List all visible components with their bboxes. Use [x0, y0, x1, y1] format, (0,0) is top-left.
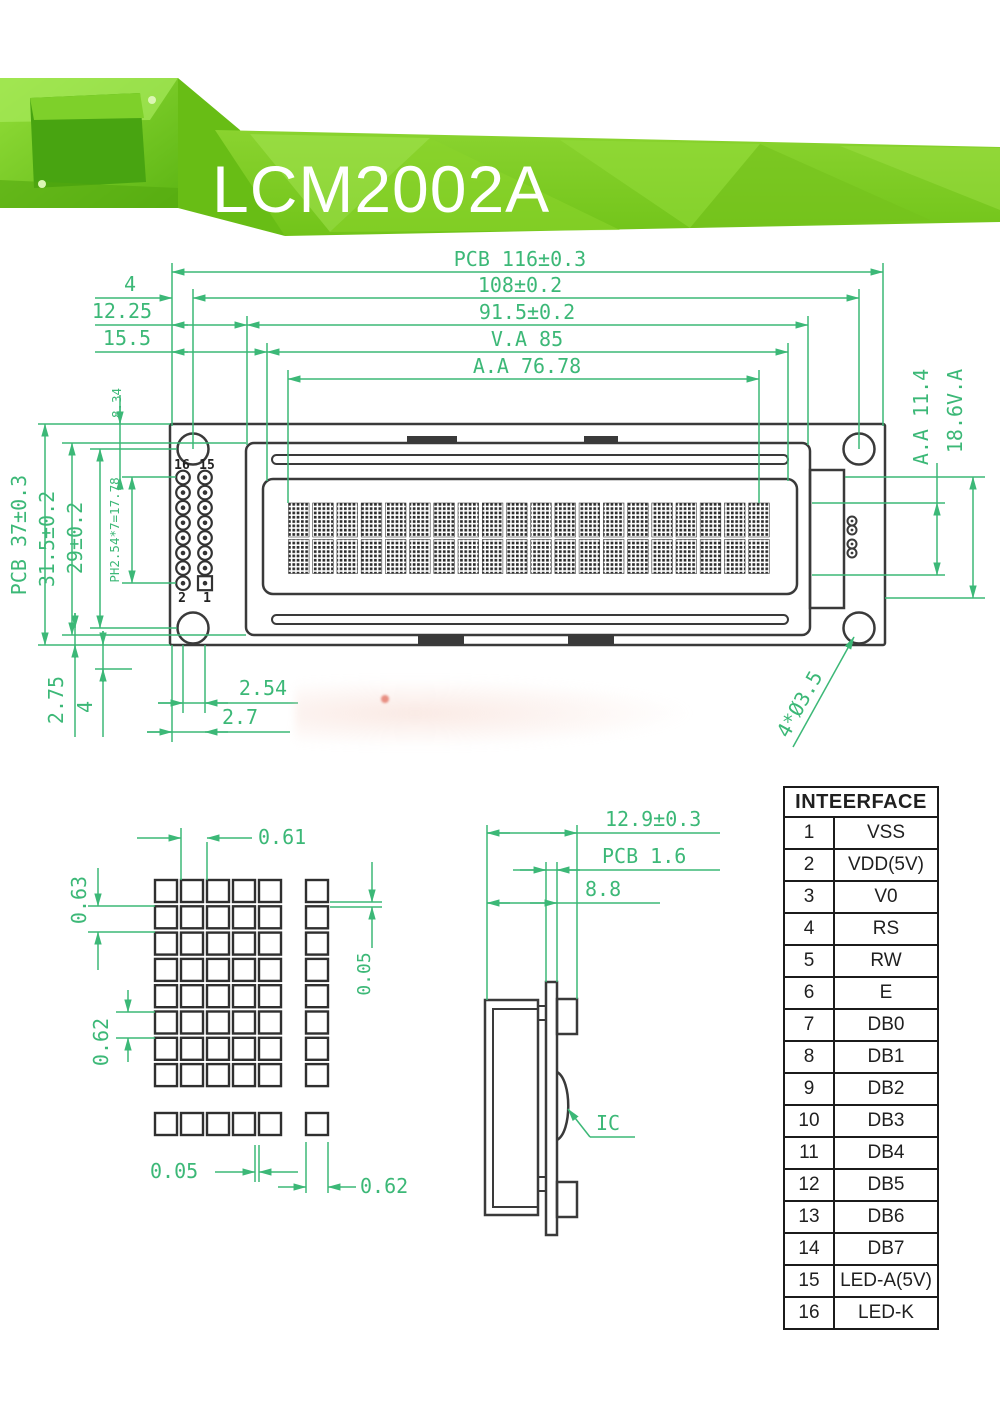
- dim-4-bottom: 4: [73, 700, 97, 714]
- dot-cell: [181, 1113, 203, 1135]
- dim-27: 2.7: [221, 705, 259, 729]
- table-row: [785, 1042, 937, 1074]
- table-row: [785, 1010, 937, 1042]
- char-cell: [410, 503, 431, 537]
- backlight-tab: [810, 470, 844, 608]
- table-row: [785, 882, 937, 914]
- pin-number: 14: [785, 1234, 835, 1264]
- dim-hole-note: 4*Ø3.5: [771, 666, 828, 742]
- dot-cell: [181, 933, 203, 955]
- bezel-slot-bottom: [272, 615, 788, 624]
- dot-cells: [155, 880, 328, 1135]
- dot-cell: [259, 933, 281, 955]
- pin-number: 13: [785, 1202, 835, 1232]
- pin-pad-hole: [203, 505, 208, 510]
- char-cell: [361, 540, 382, 574]
- ic-label: IC: [596, 1111, 621, 1135]
- dot-cell: [306, 1113, 328, 1135]
- pin-number: 6: [785, 978, 835, 1008]
- pin-number: 5: [785, 946, 835, 976]
- dot-cell: [233, 880, 255, 902]
- pin-number-label: 2: [178, 591, 186, 606]
- pin-name: DB5: [867, 1174, 905, 1195]
- dot-cell: [155, 880, 177, 902]
- dot-cell: [155, 906, 177, 928]
- dim-va85: V.A 85: [490, 327, 564, 351]
- char-cell: [531, 503, 552, 537]
- pin-pad-hole: [181, 536, 186, 541]
- dot-cell: [259, 1038, 281, 1060]
- pin-name: DB7: [867, 1238, 905, 1259]
- table-row: [785, 1266, 937, 1298]
- pin-pad-hole: [203, 581, 208, 586]
- char-cell: [482, 540, 503, 574]
- char-cell: [289, 503, 310, 537]
- bolt-icon: [148, 96, 156, 104]
- pin-number: 3: [785, 882, 835, 912]
- bezel-clip: [418, 636, 464, 644]
- char-cell: [628, 540, 649, 574]
- pin-number: 11: [785, 1138, 835, 1168]
- dot-cell: [207, 959, 229, 981]
- banner-ribbon-left: [0, 78, 178, 208]
- pin-name: RW: [870, 950, 902, 971]
- char-cell: [749, 503, 770, 537]
- char-cell: [579, 540, 600, 574]
- char-cell: [507, 540, 528, 574]
- table-row: [785, 1138, 937, 1170]
- dim-offset-1225: 12.25: [91, 299, 153, 323]
- dot-cell: [155, 933, 177, 955]
- dot-cell: [259, 906, 281, 928]
- dot-cell: [155, 985, 177, 1007]
- dim-aa7678: A.A 76.78: [472, 354, 582, 378]
- table-row: [785, 818, 937, 850]
- lcd-bezel: [246, 443, 810, 635]
- dot-cell: [259, 1012, 281, 1034]
- dim-cell-width: 0.61: [258, 825, 307, 849]
- pin-pad-hole: [203, 551, 208, 556]
- dim-108: 108±0.2: [477, 273, 563, 297]
- pin-name: DB4: [867, 1142, 905, 1163]
- dim-offset-4: 4: [123, 272, 137, 296]
- dim-cell-bottom: 0.62: [360, 1174, 409, 1198]
- bolt-icon: [38, 180, 46, 188]
- dim-pcb-thickness: PCB 1.6: [602, 844, 687, 868]
- char-cell: [652, 503, 673, 537]
- char-cell: [749, 540, 770, 574]
- pin-pad-hole: [181, 475, 186, 480]
- banner: [0, 60, 1000, 255]
- pin-number: 15: [785, 1266, 835, 1296]
- pin-name: DB3: [867, 1110, 905, 1131]
- dot-cell: [181, 985, 203, 1007]
- dot-cell: [233, 933, 255, 955]
- pin-number: 16: [785, 1298, 835, 1328]
- pin-number: 12: [785, 1170, 835, 1200]
- dot-cell: [181, 1038, 203, 1060]
- table-row: [785, 914, 937, 946]
- char-cell: [603, 540, 624, 574]
- char-cell: [434, 503, 455, 537]
- interface-table-title: INTEERFACE: [785, 788, 937, 818]
- dot-cell: [306, 880, 328, 902]
- dot-cell: [207, 985, 229, 1007]
- char-cell: [289, 540, 310, 574]
- table-row: [785, 1106, 937, 1138]
- char-cell: [385, 503, 406, 537]
- dot-cell: [207, 933, 229, 955]
- dot-cell: [207, 1038, 229, 1060]
- table-row: [785, 1074, 937, 1106]
- char-cell: [555, 503, 576, 537]
- red-mark: [381, 695, 389, 703]
- dot-cell: [306, 1012, 328, 1034]
- pin-pad-hole: [181, 490, 186, 495]
- side-view-dims: [487, 825, 720, 1137]
- pin-name: RS: [872, 918, 900, 939]
- pin-name: LED-K: [858, 1302, 914, 1323]
- pin-name: DB1: [867, 1046, 905, 1067]
- pin-number: 9: [785, 1074, 835, 1104]
- dot-cell: [306, 906, 328, 928]
- dim-186va: 18.6V.A: [943, 368, 967, 454]
- pin-number: 10: [785, 1106, 835, 1136]
- pin-name: V0: [874, 886, 898, 907]
- dimension-labels: [7, 247, 967, 741]
- dot-cell: [306, 985, 328, 1007]
- dot-cell: [207, 880, 229, 902]
- dot-cell: [207, 1012, 229, 1034]
- dim-gap-right: 0.05: [354, 952, 375, 996]
- dot-cell: [155, 1012, 177, 1034]
- char-cell: [313, 503, 334, 537]
- pin-number: 1: [785, 818, 835, 848]
- dot-cell: [259, 959, 281, 981]
- side-view-drawing: [430, 780, 760, 1270]
- dot-cell: [181, 906, 203, 928]
- dot-cell: [233, 959, 255, 981]
- pin-header-pads: [176, 471, 212, 591]
- char-cell: [337, 540, 358, 574]
- pin-pad-hole: [181, 505, 186, 510]
- pcb-outline: [170, 424, 885, 645]
- dot-cell: [259, 880, 281, 902]
- char-cell: [361, 503, 382, 537]
- char-cell: [313, 540, 334, 574]
- mounting-hole: [178, 613, 209, 644]
- dim-row-height: 0.62: [89, 1017, 113, 1067]
- char-cell: [555, 540, 576, 574]
- table-row: [785, 1170, 937, 1202]
- char-cell: [507, 503, 528, 537]
- char-cell: [676, 503, 697, 537]
- dot-cell: [155, 1038, 177, 1060]
- bezel-clip: [568, 636, 614, 644]
- pin-number: 2: [785, 850, 835, 880]
- dot-cell: [207, 1064, 229, 1086]
- dot-cell: [207, 906, 229, 928]
- dot-cell: [233, 985, 255, 1007]
- dot-cell: [233, 906, 255, 928]
- bezel-slot-top: [272, 455, 788, 464]
- pin-name: DB0: [867, 1014, 905, 1035]
- dim-315: 31.5±0.2: [35, 490, 59, 588]
- table-row: [785, 1202, 937, 1234]
- dim-top-gap: 0.63: [67, 875, 91, 925]
- dim-offset-155: 15.5: [102, 326, 152, 350]
- dot-cell: [155, 959, 177, 981]
- ic-bump: [557, 1072, 568, 1140]
- front-view-drawing: [0, 245, 1000, 775]
- pin-number: 7: [785, 1010, 835, 1040]
- pin-name: DB6: [867, 1206, 905, 1227]
- dim-depth: 8.8: [585, 877, 622, 901]
- pin-pad-hole: [181, 566, 186, 571]
- module-body-inner: [493, 1009, 538, 1207]
- char-cell: [337, 503, 358, 537]
- dot-cell: [233, 1064, 255, 1086]
- table-row: [785, 1234, 937, 1266]
- dot-cell: [306, 1038, 328, 1060]
- char-cell: [458, 503, 479, 537]
- pin-pad-hole: [203, 475, 208, 480]
- dot-cell: [233, 1113, 255, 1135]
- dot-cell: [181, 880, 203, 902]
- page-title: LCM2002A: [212, 152, 551, 226]
- pcb-front: [170, 424, 885, 645]
- dim-275: 2.75: [44, 675, 68, 725]
- char-cell: [410, 540, 431, 574]
- dim-gap-bottom: 0.05: [150, 1159, 199, 1183]
- dot-matrix-detail: [40, 800, 420, 1270]
- pin-name: DB2: [867, 1078, 905, 1099]
- table-row: [785, 1298, 937, 1328]
- char-cell: [676, 540, 697, 574]
- side-view-labels: [585, 807, 701, 1135]
- dot-cell: [306, 933, 328, 955]
- dot-cell: [155, 1064, 177, 1086]
- char-cell: [700, 540, 721, 574]
- dim-pcb-height: PCB 37±0.3: [7, 474, 31, 596]
- char-cell: [628, 503, 649, 537]
- dim-254: 2.54: [238, 676, 288, 700]
- dot-cell: [306, 1064, 328, 1086]
- dim-pcb-width: PCB 116±0.3: [453, 247, 587, 271]
- pin-number: 8: [785, 1042, 835, 1072]
- dot-cell: [259, 1113, 281, 1135]
- char-cell: [531, 540, 552, 574]
- dim-pin-pitch: PH2.54*7=17.78: [107, 477, 122, 583]
- dot-cell: [181, 1012, 203, 1034]
- pin-name: E: [879, 982, 893, 1003]
- dim-915: 91.5±0.2: [478, 300, 576, 324]
- pin-name: VSS: [866, 822, 906, 843]
- dot-cell: [233, 1012, 255, 1034]
- dim-aa-114: A.A 11.4: [909, 368, 933, 466]
- pin-number-label: 1: [203, 591, 211, 606]
- pcb-side: [546, 982, 557, 1235]
- lcd-character-matrix: [289, 503, 770, 574]
- table-row: [785, 946, 937, 978]
- pin-name: LED-A(5V): [840, 1270, 932, 1291]
- pin-pad-hole: [203, 566, 208, 571]
- pin-tab-bottom: [557, 1182, 577, 1217]
- pin-pad-hole: [181, 521, 186, 526]
- pin-pad-hole: [203, 521, 208, 526]
- dot-cell: [306, 959, 328, 981]
- char-cell: [725, 503, 746, 537]
- pin-pad-hole: [181, 581, 186, 586]
- pin-tab-top: [557, 999, 577, 1034]
- char-cell: [482, 503, 503, 537]
- dot-cell: [181, 1064, 203, 1086]
- table-row: [785, 978, 937, 1010]
- pin-number-label: 16: [174, 458, 190, 473]
- char-cell: [725, 540, 746, 574]
- dot-cell: [181, 959, 203, 981]
- dot-cell: [259, 1064, 281, 1086]
- interface-table: [783, 786, 939, 1330]
- backlight-pads: [848, 517, 857, 558]
- pin-pad-hole: [203, 490, 208, 495]
- dot-cell: [207, 1113, 229, 1135]
- dim-29: 29±0.2: [63, 501, 87, 575]
- char-cell: [603, 503, 624, 537]
- dot-cell: [259, 985, 281, 1007]
- dim-834: 8.34: [109, 387, 124, 419]
- mounting-hole: [844, 613, 875, 644]
- char-cell: [458, 540, 479, 574]
- char-cell: [652, 540, 673, 574]
- char-cell: [385, 540, 406, 574]
- char-cell: [434, 540, 455, 574]
- pin-pad-hole: [203, 536, 208, 541]
- char-cell: [579, 503, 600, 537]
- side-view-body: [485, 982, 577, 1235]
- dim-total-thickness: 12.9±0.3: [605, 807, 702, 831]
- table-row: [785, 850, 937, 882]
- dot-cell: [233, 1038, 255, 1060]
- pin-name: VDD(5V): [847, 854, 924, 875]
- pin-number-label: 15: [199, 458, 215, 473]
- pin-pad-hole: [181, 551, 186, 556]
- interface-table-rows: [785, 818, 937, 1328]
- dot-cell: [155, 1113, 177, 1135]
- char-cell: [700, 503, 721, 537]
- pin-number: 4: [785, 914, 835, 944]
